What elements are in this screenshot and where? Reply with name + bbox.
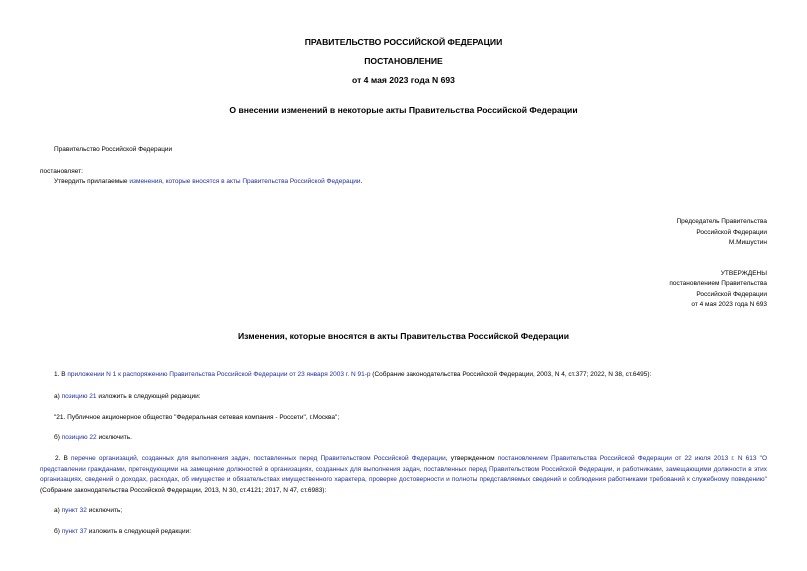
approve-link[interactable]: изменения, которые вносятся в акты Правительства Российской Федерации [129, 178, 361, 185]
item-2-link-decree[interactable]: постановлением Правительства Российской Федерации от 22 июля 2013 г. N 613 "О представлении гражданами, претендующими на замещение должностей в организациях, созданных для выполнения задач, поставленных перед Правительством Российской Федерации, и работниками, замещающими должности в этих организациях, сведений о доходах, расходах, об имуществе и обязательствах имущественного характера, проверке достоверности и полноты представляемых сведений и соблюдения работниками требований к служебному поведению" [40, 455, 768, 483]
item-2a-text: исключить; [86, 507, 123, 514]
item-1b-prefix: б) [54, 434, 62, 441]
item-1a-text: изложить в следующей редакции: [96, 393, 201, 400]
item-2b-link[interactable]: пункт 37 [61, 528, 87, 535]
document-type: ПОСТАНОВЛЕНИЕ [364, 56, 443, 66]
item-1b-link[interactable]: позицию 22 [61, 434, 97, 441]
item-1b-text: исключить. [96, 434, 132, 441]
item-1-link[interactable]: приложении N 1 к распоряжению Правительства Российской Федерации от 23 января 2003 г. N 91-р [67, 371, 371, 378]
changes-title: Изменения, которые вносятся в акты Правительства Российской Федерации [237, 331, 569, 341]
item-1b [54, 433, 132, 444]
signature-position: Председатель Правительства [676, 218, 767, 225]
signature-name: М.Мишустин [728, 239, 767, 246]
approved-date: от 4 мая 2023 года N 693 [691, 301, 767, 308]
approve-line [54, 177, 362, 188]
document-title: О внесении изменений в некоторые акты Правительства Российской Федерации [229, 105, 578, 115]
item-2a-link[interactable]: пункт 32 [61, 507, 87, 514]
item-2a [54, 506, 122, 517]
approve-text-end: . [360, 178, 363, 185]
item-1a-link[interactable]: позицию 21 [61, 393, 97, 400]
item-1a [54, 392, 201, 403]
item-2-text-end: (Собрание законодательства Российской Федерации, 2013, N 30, ст.4121; 2017, N 47, ст.6983): [40, 486, 327, 494]
item-1 [54, 370, 651, 381]
government-heading: ПРАВИТЕЛЬСТВО РОССИЙСКОЙ ФЕДЕРАЦИИ [304, 37, 503, 47]
approved-label: УТВЕРЖДЕНЫ [720, 270, 767, 277]
item-1-text: 1. В [54, 371, 68, 378]
approved-by: постановлением Правительства [669, 280, 767, 287]
item-2b [54, 527, 191, 538]
government-line: Правительство Российской Федерации [54, 146, 173, 153]
item-2b-prefix: б) [54, 528, 62, 535]
item-2-text: 2. В [55, 455, 72, 462]
item-2 [40, 454, 767, 496]
approve-text-start: Утвердить прилагаемые [54, 178, 130, 185]
item-2-text-mid: , утвержденном [445, 455, 498, 462]
signature-org: Российской Федерации [696, 229, 767, 236]
document-date: от 4 мая 2023 года N 693 [352, 75, 455, 85]
item-2a-prefix: а) [54, 507, 62, 514]
item-1-quote: "21. Публичное акционерное общество "Федеральная сетевая компания - Россети", г.Москва"; [54, 414, 340, 421]
approved-org: Российской Федерации [696, 291, 767, 298]
item-2-link-list[interactable]: перечне организаций, созданных для выполнения задач, поставленных перед Правительством Российской Федерации [71, 455, 446, 462]
item-2b-text: изложить в следующей редакции: [87, 528, 192, 535]
item-1-text-end: (Собрание законодательства Российской Федерации, 2003, N 4, ст.377; 2022, N 38, ст.6495): [370, 371, 652, 378]
item-1a-prefix: а) [54, 393, 62, 400]
decides-line: постановляет: [40, 168, 83, 175]
